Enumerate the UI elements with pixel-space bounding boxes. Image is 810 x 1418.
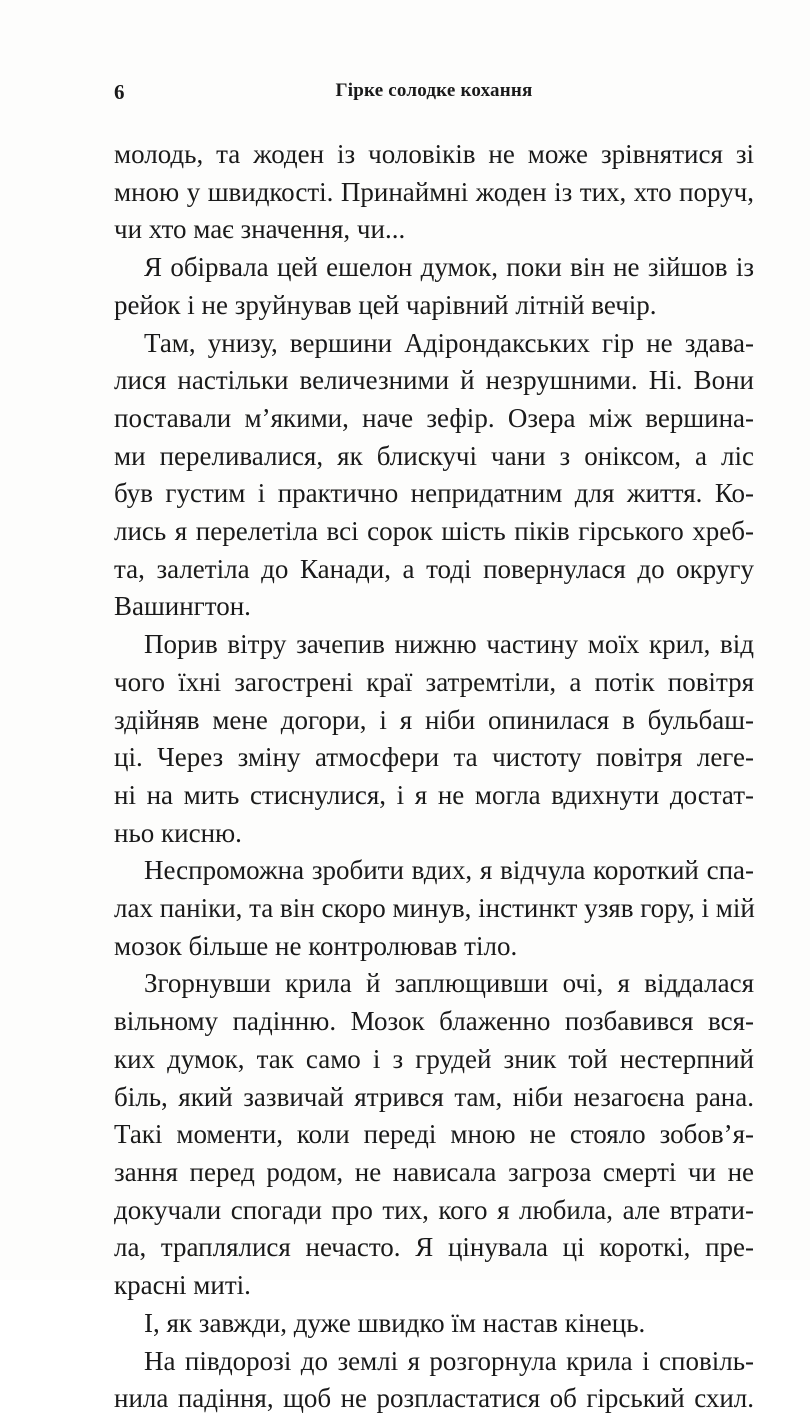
text-line: красні миті.: [114, 1270, 251, 1301]
text-line: мозок більше не контролював тіло.: [114, 930, 518, 961]
paragraph: [114, 1305, 754, 1343]
text-line: Вашингтон.: [114, 591, 251, 622]
text-line: Неспроможна зробити вдих, я відчула короткий спа-: [144, 855, 754, 886]
text-line: був густим і практично непридатним для життя. Ко-: [114, 478, 754, 509]
book-title: Гірке солодке кохання: [335, 80, 533, 101]
paragraph: [114, 626, 754, 852]
text-line: лись я перелетіла всі сорок шість піків гірського хреб-: [114, 516, 754, 547]
paragraph: [114, 1343, 754, 1418]
text-line: Такі моменти, коли переді мною не стояло зобов’я-: [114, 1119, 754, 1150]
text-line: ми переливалися, як блискучі чани з оніксом, а ліс: [114, 440, 754, 471]
text-line: нила падіння, щоб не розпластатися об гірський схил.: [114, 1383, 754, 1414]
text-line: молодь, та жоден із чоловіків не може зрівнятися зі: [114, 139, 754, 169]
text-line: мною у швидкості. Принаймні жоден із тих, хто поруч,: [114, 176, 754, 207]
text-line: ці. Через зміну атмосфери та чистоту повітря леге-: [114, 742, 754, 773]
text-line: ні на мить стиснулися, і я не могла вдихнути достат-: [114, 779, 754, 810]
text-line: докучали спогади про тих, кого я любила, але втрати-: [114, 1194, 754, 1225]
text-line: та, залетіла до Канади, а тоді повернулася до округу: [114, 553, 754, 584]
text-line: Згорнувши крила й заплющивши очі, я віддалася: [144, 968, 754, 999]
text-line: чи хто має значення, чи...: [114, 214, 406, 245]
text-line: Я обірвала цей ешелон думок, поки він не зійшов із: [144, 252, 754, 283]
text-line: зання перед родом, не нависала загроза смерті чи не: [114, 1156, 754, 1187]
text-line: лися настільки величезними й незрушними. Ні. Вони: [114, 365, 754, 396]
text-line: На півдорозі до землі я розгорнула крила і сповіль-: [144, 1345, 754, 1376]
paragraph: [114, 325, 754, 627]
paragraph: [114, 965, 754, 1304]
text-line: ньо кисню.: [114, 817, 242, 848]
paragraph: [114, 852, 754, 965]
text-line: поставали м’якими, наче зефір. Озера між вершина-: [114, 402, 754, 433]
text-line: Порив вітру зачепив нижню частину моїх крил, від: [144, 629, 754, 660]
paragraph: [114, 249, 754, 324]
running-head: [114, 80, 754, 110]
text-line: біль, який зазвичай ятрився там, ніби незагоєна рана.: [114, 1081, 754, 1112]
page-number: 6: [114, 80, 125, 104]
paragraph: [114, 136, 754, 249]
text-line: ла, траплялися нечасто. Я цінувала ці короткі, пре-: [114, 1232, 754, 1263]
text-line: ких думок, так само і з грудей зник той нестерпний: [114, 1043, 754, 1074]
text-line: чого їхні загострені краї затремтіли, а потік повітря: [114, 666, 754, 697]
text-line: вільному падінню. Мозок блаженно позбавився вся-: [114, 1006, 754, 1037]
text-line: здійняв мене догори, і я ніби опинилася в бульбаш-: [114, 704, 754, 735]
text-line: Там, унизу, вершини Адірондакських гір не здава-: [144, 327, 754, 358]
text-line: рейок і не зруйнував цей чарівний літній вечір.: [114, 289, 657, 320]
text-line: лах паніки, та він скоро минув, інстинкт узяв гору, і мій: [114, 893, 755, 924]
text-body: [114, 136, 754, 1418]
text-line: І, як завжди, дуже швидко їм настав кінець.: [144, 1307, 646, 1338]
